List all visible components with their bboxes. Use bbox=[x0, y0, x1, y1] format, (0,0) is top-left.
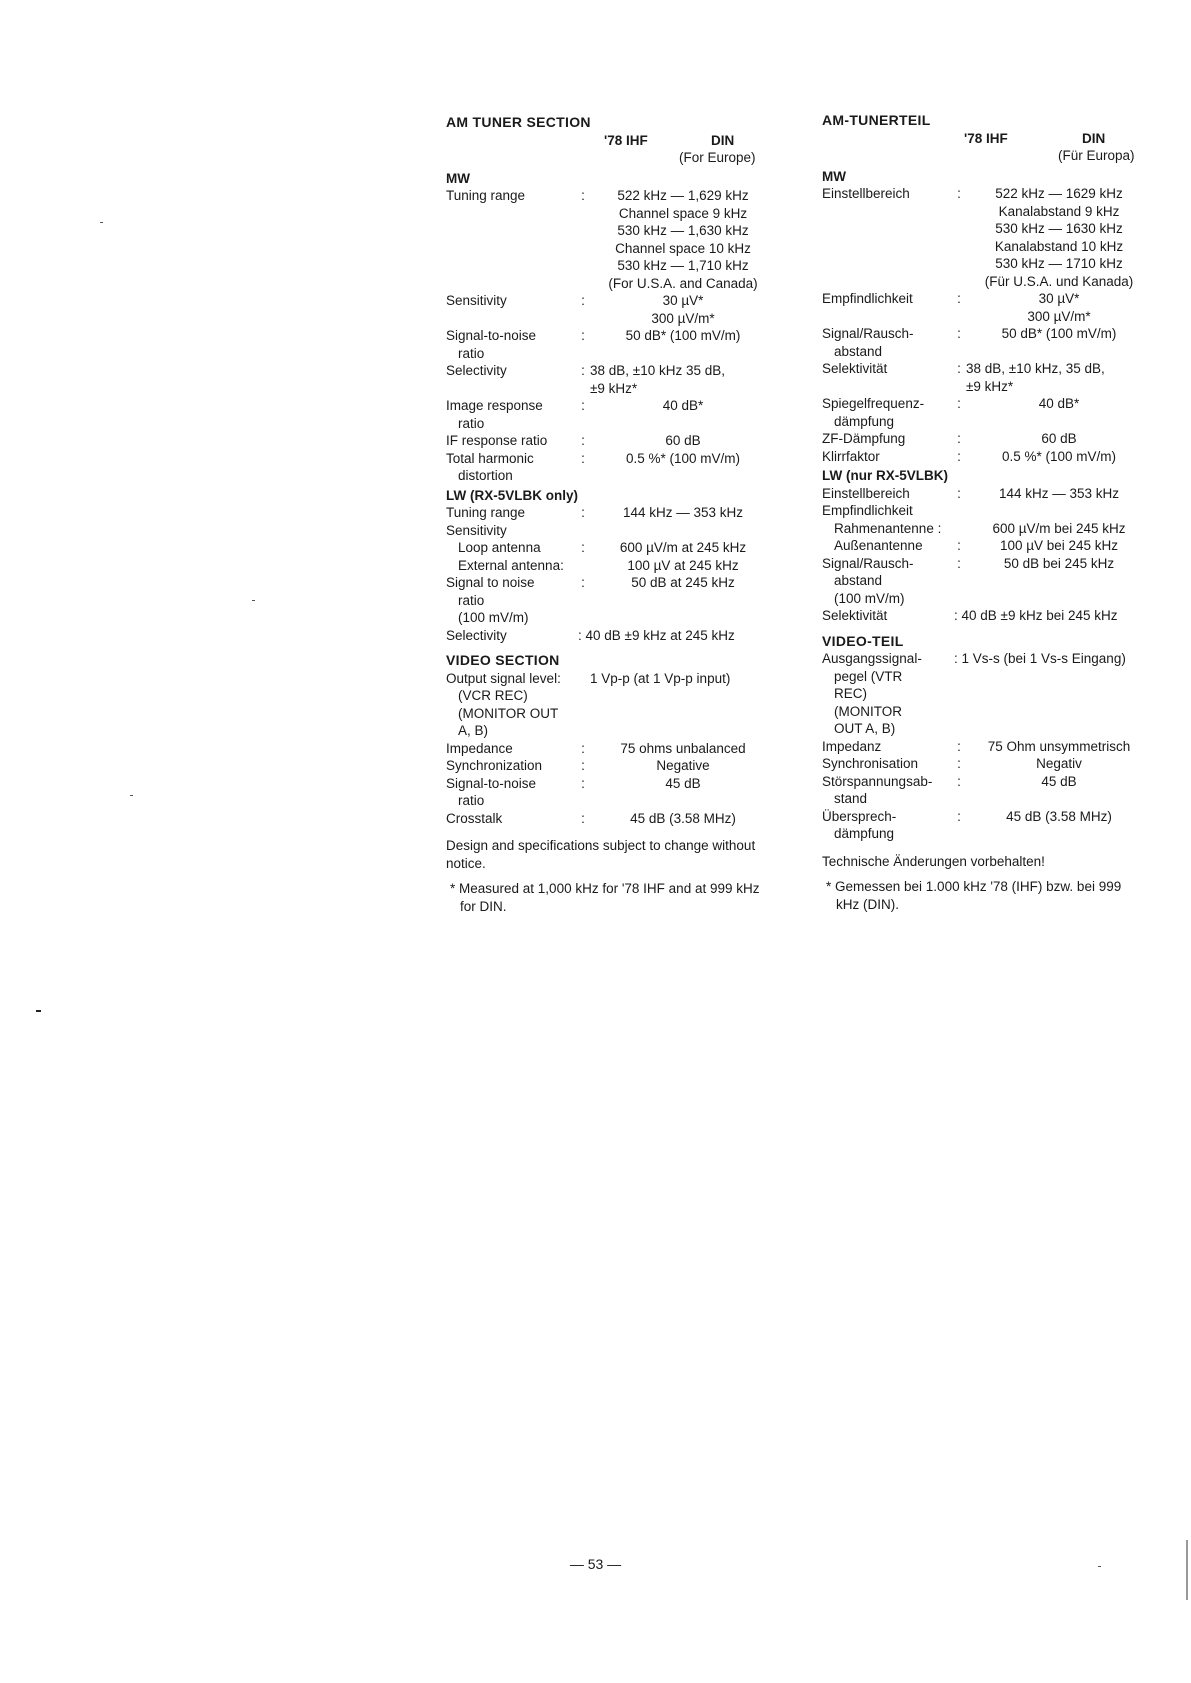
video-section-title: VIDEO SECTION bbox=[446, 652, 560, 668]
spec-value bbox=[966, 290, 1152, 325]
value-line: (Für U.S.A. und Kanada) bbox=[984, 273, 1134, 289]
spec-label bbox=[822, 325, 952, 360]
german-spec-column bbox=[822, 112, 1152, 913]
label-line: Signal-to-noise bbox=[446, 328, 537, 343]
scan-speck bbox=[1098, 1566, 1101, 1567]
colon: : bbox=[957, 773, 961, 789]
colon: : bbox=[581, 505, 585, 520]
spec-value bbox=[590, 292, 776, 327]
colon: : bbox=[957, 396, 961, 411]
label-line: Ausgangssignal- bbox=[822, 651, 922, 666]
value-line: 530 kHz — 1,710 kHz bbox=[617, 258, 749, 273]
colon: : bbox=[957, 756, 961, 771]
label-line: ratio bbox=[458, 793, 485, 808]
label-line: stand bbox=[834, 791, 868, 806]
label-line: REC) bbox=[834, 686, 867, 701]
label-line: (MONITOR bbox=[834, 703, 902, 719]
spec-value: 144 kHz — 353 kHz bbox=[998, 485, 1120, 501]
colon: : bbox=[581, 540, 585, 555]
label-line: (MONITOR OUT bbox=[458, 705, 559, 721]
colon: : bbox=[957, 538, 961, 553]
value-line: 300 µV/m* bbox=[651, 310, 715, 326]
spec-label: Klirrfaktor bbox=[822, 448, 880, 464]
label-line: Image response bbox=[446, 398, 543, 413]
footnote: * Measured at 1,000 kHz for '78 IHF and at 999 kHz for DIN. bbox=[450, 881, 760, 914]
spec-value: Negativ bbox=[1036, 756, 1082, 771]
spec-value: 50 dB at 245 kHz bbox=[631, 575, 735, 590]
spec-value: 45 dB (3.58 MHz) bbox=[1006, 808, 1112, 824]
spec-row-output bbox=[446, 670, 776, 740]
din-note: (For Europe) bbox=[679, 149, 756, 165]
spec-row-snr bbox=[822, 325, 1152, 360]
spec-row-lw-sel bbox=[446, 627, 776, 645]
value-line: (For U.S.A. and Canada) bbox=[608, 275, 758, 291]
spec-row-sensitivity bbox=[822, 290, 1152, 325]
spec-label bbox=[446, 397, 576, 432]
spec-value bbox=[590, 187, 776, 292]
value-line: 530 kHz — 1,630 kHz bbox=[617, 223, 749, 238]
spec-row-if bbox=[822, 430, 1152, 448]
spec-label: Rahmenantenne : bbox=[834, 520, 942, 536]
scan-speck bbox=[100, 222, 103, 223]
colon: : bbox=[581, 328, 585, 343]
label-line: Signal/Rausch- bbox=[822, 555, 914, 571]
colon: : bbox=[957, 485, 961, 501]
label-line: ratio bbox=[458, 592, 485, 608]
spec-row-output bbox=[822, 650, 1152, 738]
label-line: (100 mV/m) bbox=[834, 590, 905, 606]
value-line: Channel space 10 kHz bbox=[615, 240, 751, 256]
spec-label bbox=[446, 775, 576, 810]
notice-text: Technische Änderungen vorbehalten! bbox=[822, 853, 1045, 869]
value-line: Kanalabstand 10 kHz bbox=[994, 238, 1124, 254]
spec-label: IF response ratio bbox=[446, 433, 548, 448]
colon: : bbox=[957, 808, 961, 824]
spec-value: 0.5 %* (100 mV/m) bbox=[1001, 448, 1117, 464]
ihf-header: '78 IHF bbox=[964, 130, 1008, 146]
spec-value: 1 Vp-p (at 1 Vp-p input) bbox=[590, 670, 731, 686]
colon: : bbox=[957, 448, 961, 464]
spec-label: Sensitivity bbox=[446, 293, 507, 308]
spec-row-lw-ext bbox=[822, 537, 1152, 555]
spec-value: 75 Ohm unsymmetrisch bbox=[987, 738, 1131, 754]
scan-speck bbox=[36, 1010, 41, 1012]
am-tuner-section-title: AM TUNER SECTION bbox=[446, 114, 591, 130]
colon: : bbox=[581, 363, 585, 378]
spec-value: 50 dB bei 245 kHz bbox=[1003, 555, 1115, 571]
spec-value: 100 µV at 245 kHz bbox=[627, 557, 739, 573]
value-line: 30 µV* bbox=[1038, 291, 1080, 306]
label-line: (VCR REC) bbox=[458, 688, 528, 703]
spec-row-lw-loop bbox=[822, 520, 1152, 538]
spec-value bbox=[590, 362, 776, 397]
din-note: (Für Europa) bbox=[1058, 147, 1135, 163]
spec-label: Synchronization bbox=[446, 758, 543, 773]
spec-row-thd bbox=[446, 450, 776, 485]
label-line: A, B) bbox=[458, 723, 489, 738]
spec-label bbox=[822, 395, 952, 430]
spec-value: 45 dB bbox=[1041, 773, 1077, 789]
label-line: dämpfung bbox=[834, 826, 895, 841]
label-line: Signal to noise bbox=[446, 575, 535, 590]
spec-row-image bbox=[822, 395, 1152, 430]
spec-row-lw-sel bbox=[822, 607, 1152, 625]
label-line: OUT A, B) bbox=[834, 721, 896, 736]
spec-value: 40 dB* bbox=[662, 398, 704, 413]
mw-title: MW bbox=[446, 170, 470, 186]
spec-value bbox=[966, 360, 1152, 395]
label-line: dämpfung bbox=[834, 413, 895, 429]
spec-label: Selektivität bbox=[822, 608, 888, 623]
am-tunerteil-title: AM-TUNERTEIL bbox=[822, 112, 931, 128]
mw-title: MW bbox=[822, 168, 846, 184]
spec-value: 45 dB (3.58 MHz) bbox=[630, 810, 736, 826]
spec-row-crosstalk bbox=[446, 810, 776, 828]
label-line: Signal/Rausch- bbox=[822, 326, 914, 341]
spec-row-impedance bbox=[446, 740, 776, 758]
label-line: Übersprech- bbox=[822, 808, 897, 824]
spec-row-image bbox=[446, 397, 776, 432]
spec-label: Selectivity bbox=[446, 363, 507, 378]
spec-label bbox=[446, 574, 576, 627]
notice-text: Design and specifications subject to change without notice. bbox=[446, 838, 756, 871]
lw-sensitivity-label: Sensitivity bbox=[446, 522, 507, 538]
spec-value: 50 dB* (100 mV/m) bbox=[1001, 326, 1117, 341]
colon: : bbox=[581, 575, 585, 590]
spec-label: Empfindlichkeit bbox=[822, 291, 913, 306]
spec-value: 50 dB* (100 mV/m) bbox=[625, 328, 741, 343]
din-header: DIN bbox=[1082, 130, 1106, 146]
colon: : bbox=[957, 738, 961, 754]
spec-row-selectivity bbox=[822, 360, 1152, 395]
spec-label: Selectivity bbox=[446, 627, 507, 643]
spec-label: Selektivität bbox=[822, 361, 888, 376]
value-line: Kanalabstand 9 kHz bbox=[998, 203, 1120, 219]
spec-label bbox=[822, 773, 952, 808]
label-line: Störspannungsab- bbox=[822, 773, 933, 789]
spec-label: Einstellbereich bbox=[822, 186, 910, 201]
spec-row-sync bbox=[822, 755, 1152, 773]
ihf-header: '78 IHF bbox=[604, 132, 648, 148]
spec-row-tuning bbox=[446, 187, 776, 292]
value-line: 522 kHz — 1,629 kHz bbox=[617, 188, 749, 203]
spec-row-snr bbox=[446, 327, 776, 362]
colon: : bbox=[581, 740, 585, 756]
video-teil-title: VIDEO-TEIL bbox=[822, 632, 904, 649]
label-line: ratio bbox=[458, 415, 485, 431]
spec-label bbox=[822, 555, 952, 608]
spec-label: Tuning range bbox=[446, 505, 526, 520]
spec-label bbox=[822, 650, 954, 738]
spec-row-sync bbox=[446, 757, 776, 775]
label-line: abstand bbox=[834, 343, 883, 359]
colon: : bbox=[957, 326, 961, 341]
spec-value: Negative bbox=[656, 758, 710, 773]
column-headers bbox=[446, 132, 776, 168]
english-spec-column bbox=[446, 114, 776, 915]
spec-label bbox=[446, 670, 590, 740]
label-line: (100 mV/m) bbox=[458, 610, 529, 625]
colon: : bbox=[581, 398, 585, 413]
spec-row-if bbox=[446, 432, 776, 450]
spec-value bbox=[966, 185, 1152, 290]
spec-row-lw-tuning bbox=[446, 504, 776, 522]
spec-row-lw-tuning bbox=[822, 485, 1152, 503]
spec-row-vsnr bbox=[446, 775, 776, 810]
spec-label: Impedanz bbox=[822, 738, 882, 754]
spec-row-crosstalk bbox=[822, 808, 1152, 843]
spec-value: 75 ohms unbalanced bbox=[620, 740, 746, 756]
lw-title: LW (nur RX-5VLBK) bbox=[822, 468, 948, 483]
colon: : bbox=[957, 431, 961, 446]
spec-label: Einstellbereich bbox=[822, 485, 910, 501]
label-line: distortion bbox=[458, 468, 513, 483]
colon: : bbox=[581, 450, 585, 466]
value-line: 38 dB, ±10 kHz 35 dB, bbox=[590, 363, 725, 378]
scan-speck bbox=[252, 600, 255, 601]
value-line: Channel space 9 kHz bbox=[618, 205, 748, 221]
colon: : bbox=[957, 555, 961, 571]
spec-label bbox=[446, 327, 576, 362]
colon: : bbox=[581, 758, 585, 773]
value-line: 38 dB, ±10 kHz, 35 dB, bbox=[966, 361, 1105, 376]
spec-value: 40 dB* bbox=[1038, 396, 1080, 411]
spec-label: Außenantenne bbox=[834, 538, 923, 553]
lw-sensitivity-label: Empfindlichkeit bbox=[822, 503, 913, 518]
colon: : bbox=[581, 188, 585, 203]
value-line: 530 kHz — 1710 kHz bbox=[995, 256, 1123, 271]
column-headers bbox=[822, 130, 1152, 166]
spec-label: Loop antenna bbox=[458, 540, 541, 555]
colon: : bbox=[581, 810, 585, 826]
label-line: Spiegelfrequenz- bbox=[822, 396, 925, 411]
colon: : bbox=[581, 775, 585, 791]
value-line: ±9 kHz* bbox=[966, 378, 1014, 394]
spec-label: Synchronisation bbox=[822, 756, 919, 771]
spec-value: 100 µV bei 245 kHz bbox=[999, 538, 1119, 553]
scan-speck bbox=[130, 795, 133, 796]
value-line: 300 µV/m* bbox=[1027, 308, 1091, 324]
spec-value: : 40 dB ±9 kHz at 245 kHz bbox=[578, 627, 735, 643]
spec-row-lw-snr bbox=[446, 574, 776, 627]
spec-value: 600 µV/m bei 245 kHz bbox=[992, 520, 1126, 536]
label-line: ratio bbox=[458, 345, 485, 361]
page-number: — 53 — bbox=[569, 1556, 622, 1572]
spec-value: 45 dB bbox=[665, 775, 701, 791]
colon: : bbox=[957, 186, 961, 201]
colon: : bbox=[581, 293, 585, 308]
value-line: 522 kHz — 1629 kHz bbox=[995, 186, 1123, 201]
spec-label: Crosstalk bbox=[446, 810, 503, 826]
label-line: Output signal level: bbox=[446, 670, 561, 686]
lw-title: LW (RX-5VLBK only) bbox=[446, 487, 578, 503]
label-line: Signal-to-noise bbox=[446, 775, 537, 791]
spec-row-lw-snr bbox=[822, 555, 1152, 608]
label-line: abstand bbox=[834, 573, 883, 588]
colon: : bbox=[957, 291, 961, 306]
spec-row-thd bbox=[822, 448, 1152, 466]
spec-value: 60 dB bbox=[665, 433, 701, 448]
value-line: 530 kHz — 1630 kHz bbox=[995, 221, 1123, 236]
spec-value: 60 dB bbox=[1041, 431, 1077, 446]
colon: : bbox=[581, 433, 585, 448]
spec-row-impedance bbox=[822, 738, 1152, 756]
spec-label: External antenna: bbox=[458, 557, 564, 573]
spec-row-sensitivity bbox=[446, 292, 776, 327]
spec-label bbox=[822, 808, 952, 843]
spec-row-lw-loop bbox=[446, 539, 776, 557]
scan-edge bbox=[1186, 1540, 1188, 1600]
spec-label: ZF-Dämpfung bbox=[822, 431, 906, 446]
spec-value: 144 kHz — 353 kHz bbox=[622, 505, 744, 520]
spec-value: : 40 dB ±9 kHz bei 245 kHz bbox=[954, 608, 1118, 623]
footnote: * Gemessen bei 1.000 kHz '78 (IHF) bzw. bei 999 kHz (DIN). bbox=[826, 879, 1122, 912]
spec-value: 0.5 %* (100 mV/m) bbox=[625, 450, 741, 466]
spec-value: : 1 Vs-s (bei 1 Vs-s Eingang) bbox=[954, 651, 1126, 666]
value-line: 30 µV* bbox=[662, 293, 704, 308]
label-line: Total harmonic bbox=[446, 450, 534, 466]
spec-label: Impedance bbox=[446, 740, 513, 756]
spec-label bbox=[446, 450, 576, 485]
colon: : bbox=[957, 361, 961, 376]
spec-row-vsnr bbox=[822, 773, 1152, 808]
spec-row-selectivity bbox=[446, 362, 776, 397]
din-header: DIN bbox=[711, 132, 735, 148]
spec-value: 600 µV/m at 245 kHz bbox=[619, 540, 747, 555]
spec-row-lw-ext bbox=[446, 557, 776, 575]
spec-row-tuning bbox=[822, 185, 1152, 290]
spec-label: Tuning range bbox=[446, 188, 526, 203]
label-line: pegel (VTR bbox=[834, 668, 903, 684]
value-line: ±9 kHz* bbox=[590, 380, 638, 396]
